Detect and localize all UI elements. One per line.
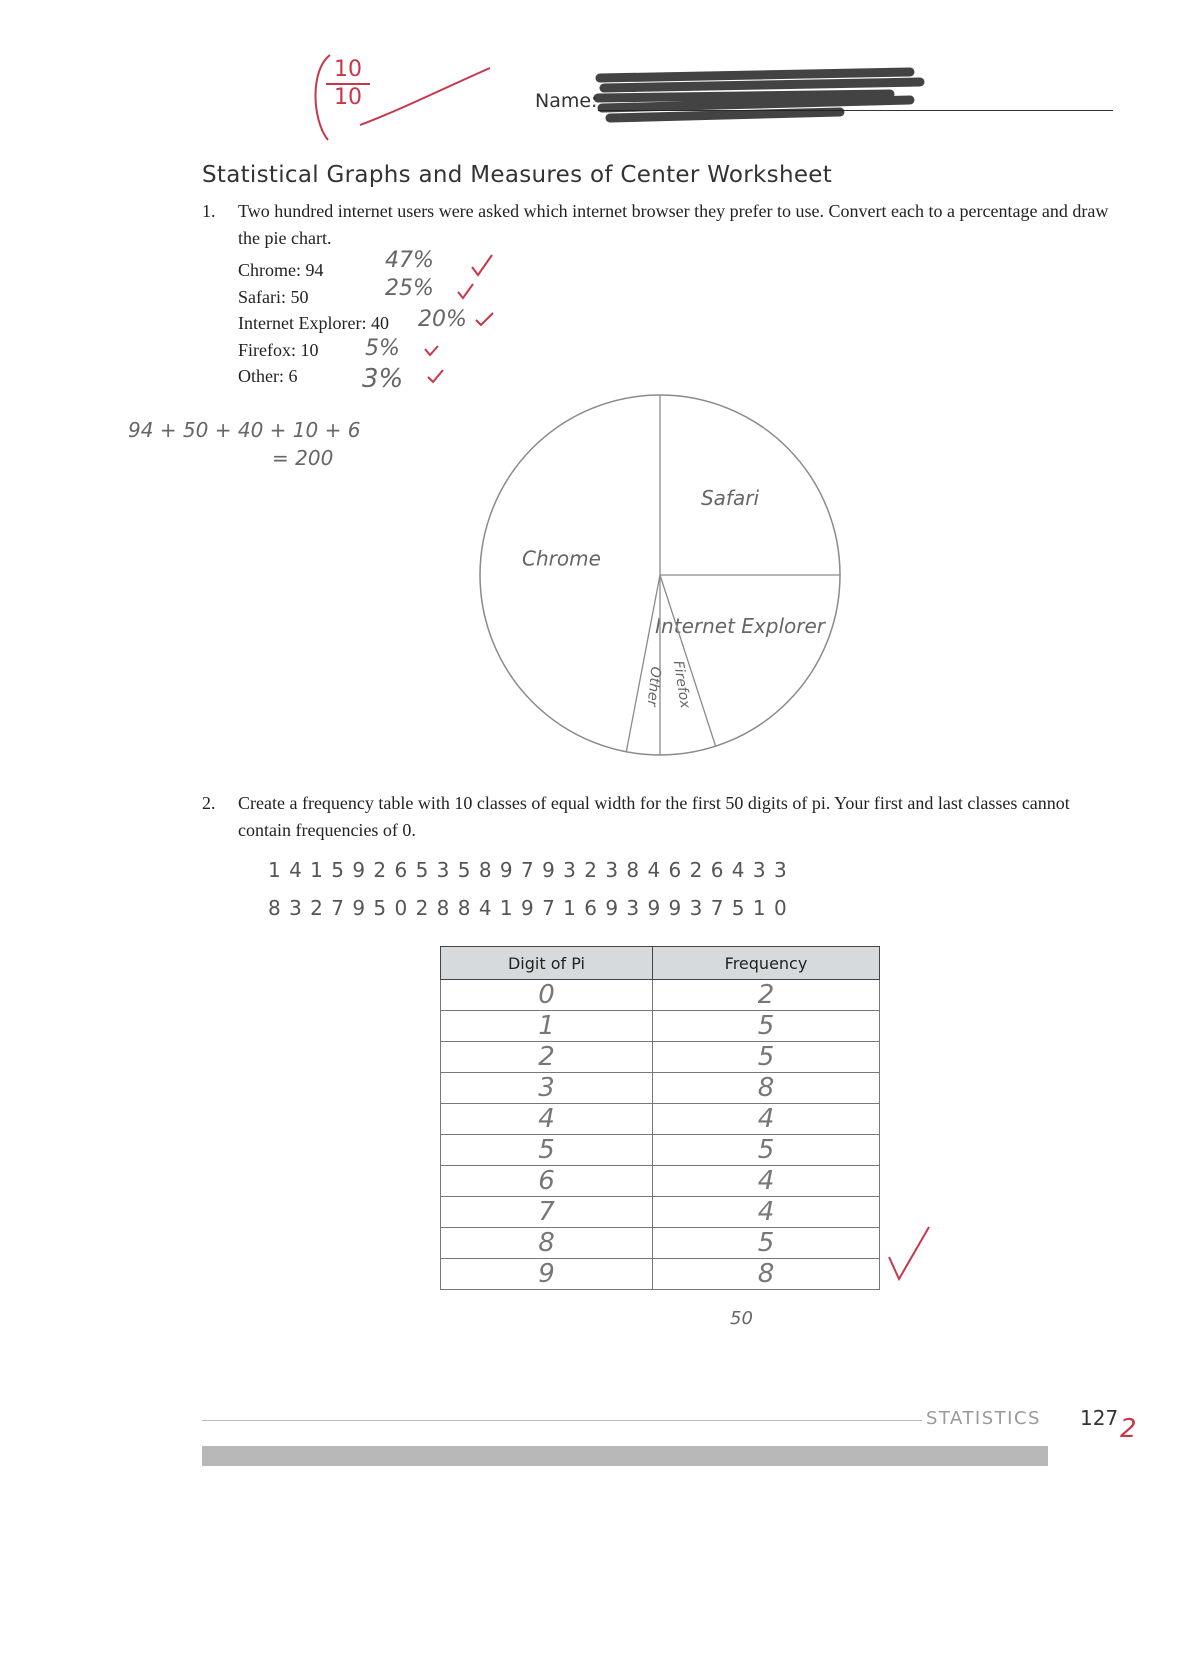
table-row	[441, 1042, 880, 1073]
pie-slice-label: Other	[643, 665, 664, 708]
table-row	[441, 1073, 880, 1104]
pie-slice-boundary	[626, 575, 660, 752]
digit-cell: 4	[441, 1104, 653, 1135]
q1-number: 1.	[202, 201, 216, 221]
digit-cell: 1	[441, 1011, 653, 1042]
pie-slice-label: Safari	[700, 485, 760, 510]
grade-total: 10	[334, 85, 362, 110]
q1-answer-firefox: 5%	[365, 336, 400, 361]
table-row	[441, 1228, 880, 1259]
q1-item-chrome: Chrome: 94	[238, 260, 324, 280]
digit-cell: 2	[441, 1042, 653, 1073]
q1-check-marks	[420, 245, 510, 395]
frequency-cell[interactable]: 5	[652, 1011, 879, 1042]
q1-item-other: Other: 6	[238, 366, 298, 386]
q1-answer-chrome: 47%	[385, 248, 434, 273]
name-redaction	[590, 60, 930, 130]
q1-item-safari: Safari: 50	[238, 287, 309, 307]
pie-slice-label: Internet Explorer	[655, 614, 826, 639]
sheet-mark: 2	[1120, 1414, 1137, 1444]
q1-answer-ie: 20%	[418, 307, 467, 332]
digit-cell: 5	[441, 1135, 653, 1166]
frequency-cell[interactable]: 5	[652, 1042, 879, 1073]
pie-slice-label: Chrome	[521, 546, 601, 571]
pie-slice-label: Firefox	[669, 659, 694, 710]
frequency-cell[interactable]: 8	[652, 1073, 879, 1104]
grade-score: 10	[334, 57, 362, 82]
name-label: Name:	[535, 90, 598, 112]
table-row	[441, 1166, 880, 1197]
pi-digits-line-2: 8 3 2 7 9 5 0 2 8 8 4 1 9 7 1 6 9 3 9 9 3 7 5 1 0	[268, 896, 788, 920]
table-row	[441, 1011, 880, 1042]
q1-item-ie: Internet Explorer: 40	[238, 313, 389, 333]
digit-cell: 6	[441, 1166, 653, 1197]
digit-cell: 7	[441, 1197, 653, 1228]
frequency-cell[interactable]: 8	[652, 1259, 879, 1290]
frequency-cell[interactable]: 5	[652, 1135, 879, 1166]
table-row	[441, 980, 880, 1011]
table-row	[441, 1104, 880, 1135]
footer-band	[202, 1446, 1048, 1466]
pie-slice-boundary	[660, 575, 716, 746]
q1-work-total: = 200	[272, 446, 334, 470]
table-header-row	[441, 947, 880, 980]
header-digit: Digit of Pi	[441, 947, 653, 980]
q1-work-sum: 94 + 50 + 40 + 10 + 6	[128, 418, 361, 442]
q2-text: Create a frequency table with 10 classes of equal width for the first 50 digits of pi. Your first and last classes cannot contain frequencies of 0.	[238, 793, 1070, 840]
table-row	[441, 1135, 880, 1166]
frequency-cell[interactable]: 4	[652, 1104, 879, 1135]
frequency-table	[440, 946, 880, 1290]
pi-digits-line-1: 1 4 1 5 9 2 6 5 3 5 8 9 7 9 3 2 3 8 4 6 2 6 4 3 3	[268, 858, 788, 882]
digit-cell: 8	[441, 1228, 653, 1259]
digit-cell: 0	[441, 980, 653, 1011]
table-check-icon	[885, 1225, 935, 1285]
grade-check-icon	[300, 40, 500, 150]
q1-item-firefox: Firefox: 10	[238, 340, 319, 360]
table-row	[441, 1197, 880, 1228]
footer-page-number: 127	[1080, 1406, 1119, 1430]
pie-chart	[470, 380, 870, 770]
frequency-cell[interactable]: 5	[652, 1228, 879, 1259]
digit-cell: 9	[441, 1259, 653, 1290]
digit-cell: 3	[441, 1073, 653, 1104]
frequency-cell[interactable]: 4	[652, 1166, 879, 1197]
q1-answer-safari: 25%	[385, 276, 434, 301]
frequency-cell[interactable]: 2	[652, 980, 879, 1011]
worksheet-title: Statistical Graphs and Measures of Center Worksheet	[202, 162, 833, 188]
q1-text: Two hundred internet users were asked which internet browser they prefer to use. Convert each to a percentage and draw the pie chart.	[238, 201, 1109, 248]
footer-rule	[202, 1420, 922, 1421]
q1-answer-other: 3%	[362, 364, 404, 394]
footer-section: STATISTICS	[926, 1408, 1041, 1429]
table-row	[441, 1259, 880, 1290]
q2-number: 2.	[202, 793, 216, 813]
frequency-total: 50	[730, 1308, 753, 1329]
frequency-cell[interactable]: 4	[652, 1197, 879, 1228]
header-frequency: Frequency	[652, 947, 879, 980]
